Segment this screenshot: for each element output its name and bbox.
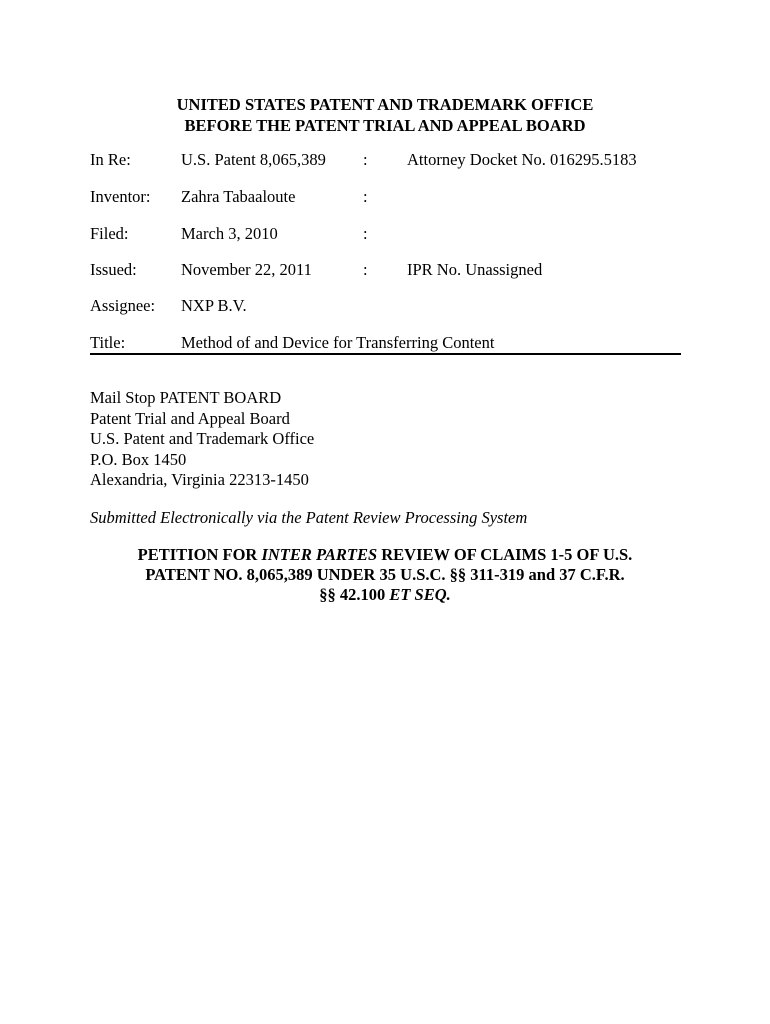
heading-line-1: UNITED STATES PATENT AND TRADEMARK OFFICE bbox=[176, 95, 594, 114]
caption-value: Method of and Device for Transferring Content bbox=[181, 333, 495, 352]
submission-note: Submitted Electronically via the Patent Review Processing System bbox=[90, 508, 528, 527]
mailing-address bbox=[90, 388, 314, 491]
caption-value: November 22, 2011 bbox=[181, 260, 312, 279]
caption-value: March 3, 2010 bbox=[181, 224, 278, 243]
caption-right: IPR No. Unassigned bbox=[407, 260, 543, 279]
caption-divider bbox=[90, 353, 681, 355]
document-heading bbox=[0, 94, 770, 136]
caption-label: In Re: bbox=[90, 150, 131, 169]
caption-value: NXP B.V. bbox=[181, 296, 247, 315]
caption-label: Inventor: bbox=[90, 187, 151, 206]
address-line-5: Alexandria, Virginia 22313-1450 bbox=[90, 470, 309, 489]
caption-label: Assignee: bbox=[90, 296, 156, 315]
petition-line-2: PATENT NO. 8,065,389 UNDER 35 U.S.C. §§ 311-319 and 37 C.F.R. bbox=[145, 565, 625, 584]
caption-row-issued bbox=[90, 259, 682, 281]
caption-label: Issued: bbox=[90, 260, 137, 279]
caption-value: U.S. Patent 8,065,389 bbox=[181, 150, 326, 169]
caption-label: Title: bbox=[90, 333, 126, 352]
caption-colon: : bbox=[363, 260, 368, 279]
caption-row-filed bbox=[90, 223, 682, 245]
caption-value: Zahra Tabaaloute bbox=[181, 187, 296, 206]
address-line-3: U.S. Patent and Trademark Office bbox=[90, 429, 315, 448]
petition-line-1-italic: INTER PARTES bbox=[261, 545, 378, 564]
caption-row-title bbox=[90, 332, 682, 354]
address-line-2: Patent Trial and Appeal Board bbox=[90, 408, 290, 428]
caption-row-assignee bbox=[90, 295, 682, 317]
caption-label: Filed: bbox=[90, 224, 129, 243]
caption-row-in-re bbox=[90, 149, 682, 171]
address-line-4: P.O. Box 1450 bbox=[90, 449, 187, 469]
caption-colon: : bbox=[363, 224, 368, 243]
caption-colon: : bbox=[363, 150, 368, 169]
petition-line-3-part-a: §§ 42.100 bbox=[319, 585, 390, 604]
address-line-1: Mail Stop PATENT BOARD bbox=[90, 388, 282, 407]
petition-title bbox=[0, 545, 770, 605]
caption-row-inventor bbox=[90, 186, 682, 208]
heading-line-2: BEFORE THE PATENT TRIAL AND APPEAL BOARD bbox=[184, 116, 586, 135]
petition-line-1-part-c: REVIEW OF CLAIMS 1-5 OF U.S. bbox=[377, 545, 633, 564]
petition-line-3-italic: ET SEQ. bbox=[389, 585, 451, 604]
caption-colon: : bbox=[363, 187, 368, 206]
petition-line-1-part-a: PETITION FOR bbox=[137, 545, 262, 564]
petition-line-3 bbox=[0, 585, 770, 605]
petition-line-1 bbox=[0, 545, 770, 565]
caption-right: Attorney Docket No. 016295.5183 bbox=[407, 150, 637, 169]
